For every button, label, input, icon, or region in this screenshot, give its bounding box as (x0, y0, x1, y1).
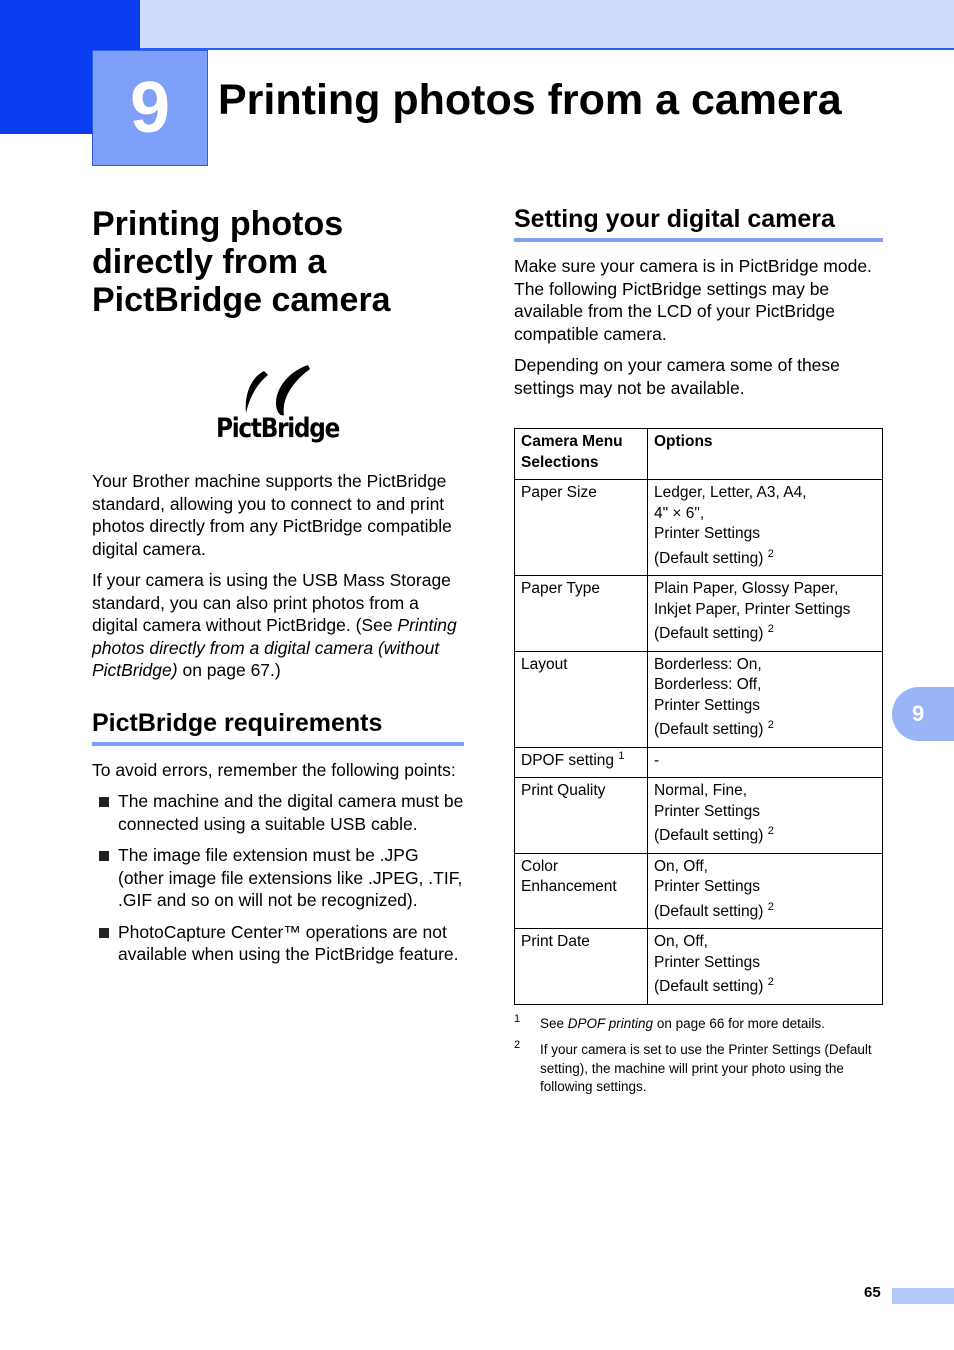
pictbridge-logo-text: PictBridge (216, 413, 340, 444)
usb-paragraph (92, 569, 464, 682)
list-item-text: PhotoCapture Center™ operations are not available when using the PictBridge feature. (118, 921, 459, 964)
bullet-square-icon (99, 797, 109, 807)
table-header-row (515, 429, 883, 480)
page-number: 65 (864, 1284, 881, 1301)
options-cell (648, 651, 883, 747)
camera-settings-heading: Setting your digital camera (514, 205, 883, 242)
option-line: Printer Settings (654, 802, 760, 820)
intro-paragraph: Your Brother machine supports the PictBridge standard, allowing you to connect to and print photos directly from any PictBridge compatible digital camera. (92, 471, 452, 559)
table-row (515, 747, 883, 778)
menu-selection-text: Print Quality (521, 782, 606, 799)
options-cell (648, 576, 883, 652)
settings-table (514, 428, 883, 1005)
footnote-marker: 2 (767, 825, 774, 837)
bullet-square-icon (99, 928, 109, 938)
option-line: 4" × 6", (654, 504, 705, 522)
chapter-number: 9 (129, 68, 171, 148)
footnote-marker: 2 (767, 547, 774, 560)
default-setting-text: (Default setting) (654, 625, 764, 642)
list-item (92, 844, 464, 912)
section-title (92, 205, 464, 319)
menu-selection-cell (515, 929, 648, 1005)
default-setting-line (654, 720, 876, 741)
section-title-line: directly from a (92, 243, 327, 281)
requirements-list (92, 790, 464, 966)
default-setting-line (654, 549, 876, 570)
table-row (515, 929, 883, 1005)
bullet-square-icon (99, 851, 109, 861)
chapter-title: Printing photos from a camera (218, 76, 842, 124)
menu-selection-text: Paper Size (521, 484, 597, 501)
footnote-number: 2 (514, 1039, 521, 1051)
pictbridge-logo-icon (242, 363, 314, 419)
default-setting-text: (Default setting) (654, 978, 764, 995)
menu-selection-cell (515, 747, 648, 778)
option-line: Printer Settings (654, 878, 760, 895)
footnote-marker: 2 (767, 719, 774, 731)
left-column (92, 205, 464, 975)
options-cell (648, 778, 883, 854)
footnotes (514, 1012, 883, 1097)
menu-selection-text: Layout (521, 655, 568, 673)
menu-selection-cell (515, 778, 648, 854)
default-setting-line (654, 624, 876, 645)
footnote-marker: 2 (767, 623, 774, 635)
table-row (515, 576, 883, 652)
menu-selection-cell (515, 853, 648, 929)
list-item-text: The machine and the digital camera must be connected using a suitable USB cable. (118, 791, 464, 834)
footnote (514, 1041, 883, 1097)
requirements-heading: PictBridge requirements (92, 709, 464, 746)
menu-selection-cell (515, 576, 648, 652)
list-item (92, 921, 464, 966)
section-title-line: PictBridge camera (92, 281, 391, 319)
option-line: On, Off, (654, 857, 708, 875)
options-cell (648, 480, 883, 576)
option-line: Plain Paper, Glossy Paper, (654, 580, 839, 597)
availability-paragraph: Depending on your camera some of these settings may not be available. (514, 355, 840, 398)
option-line: - (654, 751, 660, 769)
option-line: Printer Settings (654, 953, 760, 971)
menu-selection-text: Paper Type (521, 580, 600, 597)
footnote (514, 1012, 883, 1034)
options-cell (648, 929, 883, 1005)
default-setting-line (654, 826, 876, 847)
default-setting-text: (Default setting) (654, 902, 764, 920)
requirements-intro: To avoid errors, remember the following points: (92, 759, 456, 780)
table-row (515, 480, 883, 576)
option-line: On, Off, (654, 933, 708, 950)
table-row (515, 853, 883, 929)
options-cell (648, 853, 883, 929)
option-line: Borderless: Off, (654, 676, 762, 693)
menu-selection-text: Color Enhancement (521, 857, 617, 895)
menu-selection-cell (515, 480, 648, 576)
footnote-number: 1 (514, 1012, 521, 1025)
table-row (515, 651, 883, 747)
footnote-marker: 1 (618, 749, 625, 762)
option-line: Printer Settings (654, 696, 760, 714)
pictbridge-logo (92, 363, 464, 444)
cross-reference-link[interactable]: Printing photos directly from a digital camera (without PictBridge) (92, 615, 457, 680)
menu-selection-text: DPOF setting (521, 751, 615, 769)
usb-text-end: on page 67.) (177, 660, 281, 680)
usb-text-start: If your camera is using the USB Mass Storage standard, you can also print photos from a digital camera without PictBridge. (See (92, 570, 451, 635)
footnote-text: If your camera is set to use the Printer Settings (Default setting), the machine will print your photo using the following settings. (540, 1042, 872, 1094)
camera-mode-paragraph: Make sure your camera is in PictBridge mode. The following PictBridge settings may be available from the LCD of your PictBridge compatible camera. (514, 256, 872, 344)
option-line: Normal, Fine, (654, 782, 748, 799)
option-line: Ledger, Letter, A3, A4, (654, 484, 807, 501)
footnote-text: See (540, 1015, 568, 1031)
header-options: Options (648, 429, 883, 480)
default-setting-line (654, 902, 876, 923)
list-item (92, 790, 464, 835)
footnote-reference[interactable]: DPOF printing (567, 1015, 654, 1031)
section-title-line: Printing photos (92, 205, 344, 243)
default-setting-text: (Default setting) (654, 549, 764, 567)
menu-selection-text: Print Date (521, 933, 590, 950)
list-item-text: The image file extension must be .JPG (other image file extensions like .JPEG, .TIF, .GIF and so on will not be recognized). (118, 845, 463, 910)
option-line: Printer Settings (654, 525, 760, 542)
header-menu-selections: Camera Menu Selections (515, 429, 648, 480)
default-setting-line (654, 977, 876, 998)
right-column (514, 205, 883, 1105)
default-setting-text: (Default setting) (654, 721, 764, 738)
footnote-marker: 2 (767, 900, 774, 913)
footnote-marker: 2 (767, 976, 774, 988)
header-band (140, 0, 954, 50)
option-line: Inkjet Paper, Printer Settings (654, 600, 851, 618)
footnote-text: on page 66 for more details. (653, 1015, 825, 1031)
default-setting-text: (Default setting) (654, 827, 764, 844)
footer-bar (892, 1288, 954, 1304)
table-row (515, 778, 883, 854)
option-line: Borderless: On, (654, 655, 762, 673)
menu-selection-cell (515, 651, 648, 747)
options-cell (648, 747, 883, 778)
chapter-number-box (92, 50, 208, 166)
chapter-side-tab: 9 (892, 687, 954, 741)
